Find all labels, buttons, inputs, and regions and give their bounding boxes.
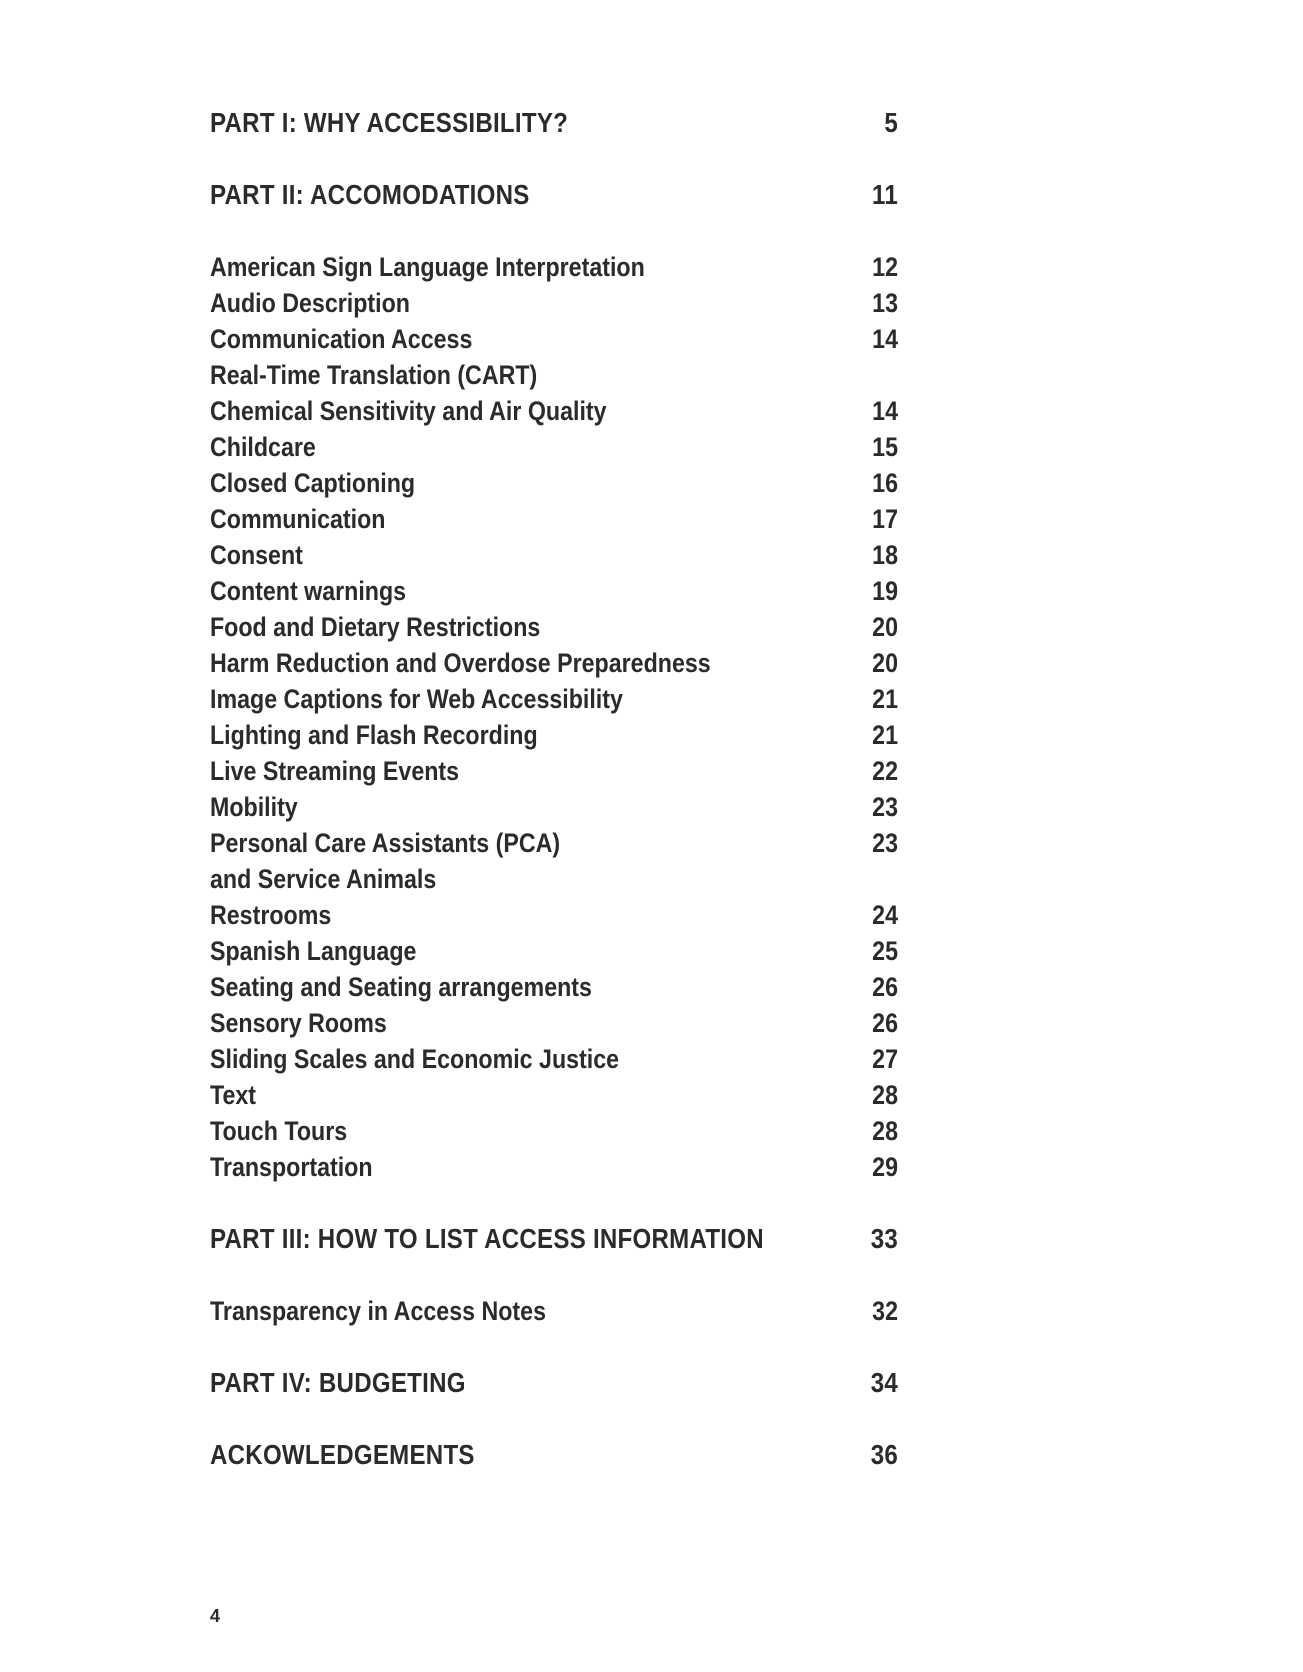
toc-item[interactable] — [210, 933, 898, 969]
toc-entry-page: 17 — [872, 504, 898, 534]
toc-entry-page: 19 — [872, 576, 898, 606]
toc-item[interactable] — [210, 1113, 898, 1149]
toc-entry-page: 5 — [884, 107, 898, 138]
toc-entry-title: Transparency in Access Notes — [210, 1296, 546, 1326]
toc-entry-title: Audio Description — [210, 288, 410, 318]
toc-entry-title: Lighting and Flash Recording — [210, 720, 538, 750]
toc-entry-page: 18 — [872, 540, 898, 570]
toc-item[interactable] — [210, 717, 898, 753]
toc-entry-title: Sliding Scales and Economic Justice — [210, 1044, 620, 1074]
toc-item[interactable] — [210, 465, 898, 501]
toc-item[interactable] — [210, 573, 898, 609]
toc-item[interactable] — [210, 429, 898, 465]
toc-entry-title: American Sign Language Interpretation — [210, 252, 645, 282]
toc-entry-page: 13 — [872, 288, 898, 318]
toc-entry-page: 34 — [870, 1367, 898, 1398]
toc-entry-title: PART III: HOW TO LIST ACCESS INFORMATION — [210, 1223, 764, 1254]
spacer — [210, 1185, 1010, 1221]
toc-item[interactable] — [210, 753, 898, 789]
spacer — [210, 1329, 1010, 1365]
toc-item[interactable] — [210, 321, 898, 357]
toc-entry-title: Mobility — [210, 792, 298, 822]
toc-entry-title: Restrooms — [210, 900, 332, 930]
toc-entry-page: 22 — [872, 756, 898, 786]
toc-entry-title: Sensory Rooms — [210, 1008, 387, 1038]
toc-entry-page: 29 — [872, 1152, 898, 1182]
toc-entry-page: 32 — [872, 1296, 898, 1326]
toc-entry-title: Touch Tours — [210, 1116, 348, 1146]
spacer — [210, 213, 1010, 249]
toc-entry-title: Seating and Seating arrangements — [210, 972, 592, 1002]
toc-entry-page: 28 — [872, 1116, 898, 1146]
toc-entry-page: 24 — [872, 900, 898, 930]
toc-part-4[interactable] — [210, 1365, 898, 1401]
spacer — [210, 1401, 1010, 1437]
toc-entry-title: Food and Dietary Restrictions — [210, 612, 541, 642]
toc-entry-title: ACKOWLEDGEMENTS — [210, 1439, 475, 1470]
toc-item[interactable] — [210, 969, 898, 1005]
toc-item[interactable] — [210, 393, 898, 429]
toc-entry-title: PART I: WHY ACCESSIBILITY? — [210, 107, 569, 138]
toc-entry-title: Live Streaming Events — [210, 756, 460, 786]
toc-entry-page: 23 — [872, 828, 898, 858]
spacer — [210, 141, 1010, 177]
toc-entry-title: Real-Time Translation (CART) — [210, 360, 538, 390]
toc-item[interactable] — [210, 285, 898, 321]
toc-entry-page: 20 — [872, 612, 898, 642]
toc-entry-page: 28 — [872, 1080, 898, 1110]
toc-entry-title: Consent — [210, 540, 303, 570]
toc-item[interactable] — [210, 537, 898, 573]
toc-entry-title: Harm Reduction and Overdose Preparedness — [210, 648, 711, 678]
toc-item[interactable] — [210, 501, 898, 537]
toc-entry-page: 23 — [872, 792, 898, 822]
toc-entry-title: Childcare — [210, 432, 316, 462]
toc-item[interactable] — [210, 1149, 898, 1185]
toc-entry-page: 26 — [872, 1008, 898, 1038]
toc-item[interactable] — [210, 609, 898, 645]
toc-entry-page: 36 — [870, 1439, 898, 1470]
toc-item-continuation[interactable] — [210, 861, 898, 897]
toc-part-2[interactable] — [210, 177, 898, 213]
toc-entry-title: Transportation — [210, 1152, 373, 1182]
toc-item[interactable] — [210, 897, 898, 933]
toc-item[interactable] — [210, 1041, 898, 1077]
toc-entry-page: 33 — [870, 1223, 898, 1254]
toc-entry-page: 25 — [872, 936, 898, 966]
toc-entry-title: Communication Access — [210, 324, 473, 354]
toc-entry-title: Communication — [210, 504, 386, 534]
toc-entry-page: 21 — [872, 720, 898, 750]
toc-entry-page: 20 — [872, 648, 898, 678]
toc-entry-page: 12 — [872, 252, 898, 282]
toc-entry-page: 27 — [872, 1044, 898, 1074]
toc-item[interactable] — [210, 1293, 898, 1329]
toc-entry-title: Image Captions for Web Accessibility — [210, 684, 623, 714]
spacer — [210, 1257, 1010, 1293]
toc-entry-page: 16 — [872, 468, 898, 498]
toc-entry-page: 26 — [872, 972, 898, 1002]
toc-item[interactable] — [210, 645, 898, 681]
toc-item[interactable] — [210, 789, 898, 825]
toc-item[interactable] — [210, 825, 898, 861]
toc-acknowledgements[interactable] — [210, 1437, 898, 1473]
toc-entry-page: 15 — [872, 432, 898, 462]
toc-part-2-items — [210, 249, 1010, 1185]
toc-entry-page: 21 — [872, 684, 898, 714]
toc-entry-page: 11 — [872, 179, 898, 210]
page-number: 4 — [210, 1606, 221, 1626]
toc-entry-title: Personal Care Assistants (PCA) — [210, 828, 561, 858]
toc-item[interactable] — [210, 1077, 898, 1113]
toc-part-1[interactable] — [210, 105, 898, 141]
toc-entry-title: Content warnings — [210, 576, 407, 606]
toc-entry-page: 14 — [872, 396, 898, 426]
toc-item[interactable] — [210, 1005, 898, 1041]
toc-item[interactable] — [210, 681, 898, 717]
toc-entry-title: and Service Animals — [210, 864, 437, 894]
toc-entry-title: Closed Captioning — [210, 468, 416, 498]
toc-entry-title: Chemical Sensitivity and Air Quality — [210, 396, 607, 426]
toc-entry-title: Text — [210, 1080, 257, 1110]
table-of-contents — [210, 105, 1010, 1473]
toc-entry-title: PART II: ACCOMODATIONS — [210, 179, 530, 210]
toc-item-continuation[interactable] — [210, 357, 898, 393]
toc-entry-page: 14 — [872, 324, 898, 354]
toc-entry-title: Spanish Language — [210, 936, 417, 966]
toc-part-3[interactable] — [210, 1221, 898, 1257]
toc-item[interactable] — [210, 249, 898, 285]
toc-entry-title: PART IV: BUDGETING — [210, 1367, 466, 1398]
